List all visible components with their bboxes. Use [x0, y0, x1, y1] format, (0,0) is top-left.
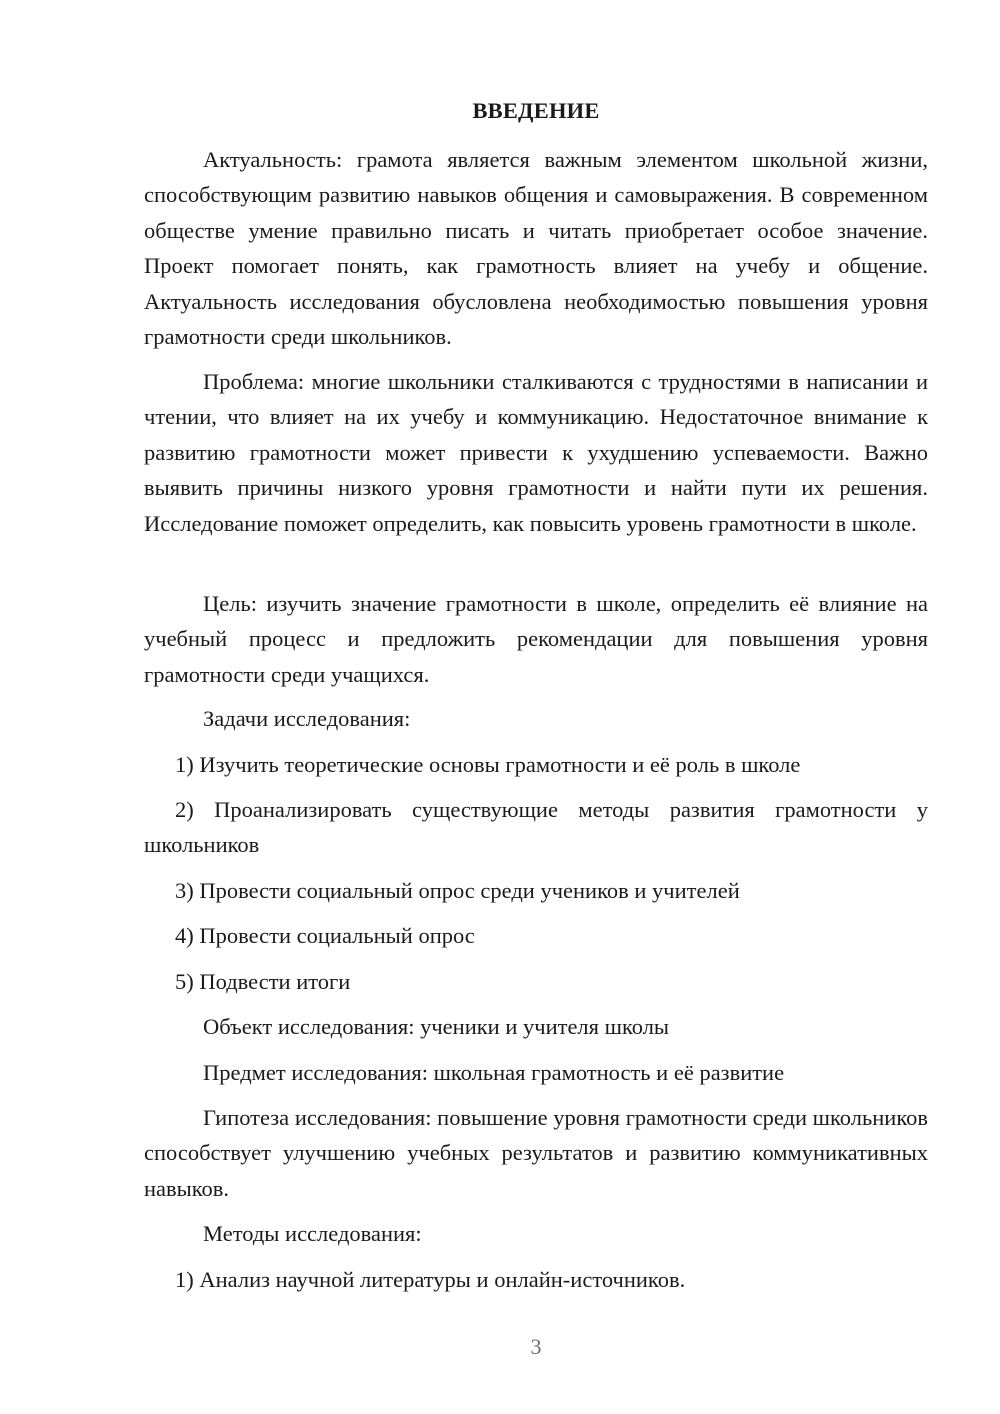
paragraph-relevance: Актуальность: грамота является важным элементом школьной жизни, способствующим развитию навыков общения и самовыражения. В современном обществе умение правильно писать и читать приобретает особое значение. Проект помогает понять, как грамотность влияет на учебу и общение. Актуальность исследования обусловлена необходимостью повышения уровня грамотности среди школьников.	[144, 147, 928, 350]
task-item-3: 3) Провести социальный опрос среди учеников и учителей	[175, 878, 740, 903]
paragraph-goal: Цель: изучить значение грамотности в школе, определить её влияние на учебный процесс и предложить рекомендации для повышения уровня грамотности среди учащихся.	[144, 591, 928, 687]
method-item-1: 1) Анализ научной литературы и онлайн-источников.	[175, 1267, 686, 1292]
page-number: 3	[530, 1334, 542, 1359]
page-title: ВВЕДЕНИЕ	[472, 98, 600, 123]
paragraph-hypothesis: Гипотеза исследования: повышение уровня грамотности среди школьников способствует улучшению учебных результатов и развитию коммуникативных навыков.	[144, 1105, 928, 1201]
task-item-1: 1) Изучить теоретические основы грамотности и её роль в школе	[175, 752, 801, 777]
task-item-2: 2) Проанализировать существующие методы развития грамотности у школьников	[144, 797, 928, 858]
task-item-4: 4) Провести социальный опрос	[175, 923, 475, 948]
tasks-heading: Задачи исследования:	[203, 706, 411, 731]
paragraph-object: Объект исследования: ученики и учителя школы	[203, 1014, 670, 1039]
paragraph-subject: Предмет исследования: школьная грамотность и её развитие	[203, 1060, 785, 1085]
paragraph-problem: Проблема: многие школьники сталкиваются с трудностями в написании и чтении, что влияет на их учебу и коммуникацию. Недостаточное внимание к развитию грамотности может привести к ухудшению успеваемости. Важно выявить причины низкого уровня грамотности и найти пути их решения. Исследование поможет определить, как повысить уровень грамотности в школе.	[144, 369, 928, 536]
methods-heading: Методы исследования:	[203, 1221, 422, 1246]
task-item-5: 5) Подвести итоги	[175, 969, 351, 994]
